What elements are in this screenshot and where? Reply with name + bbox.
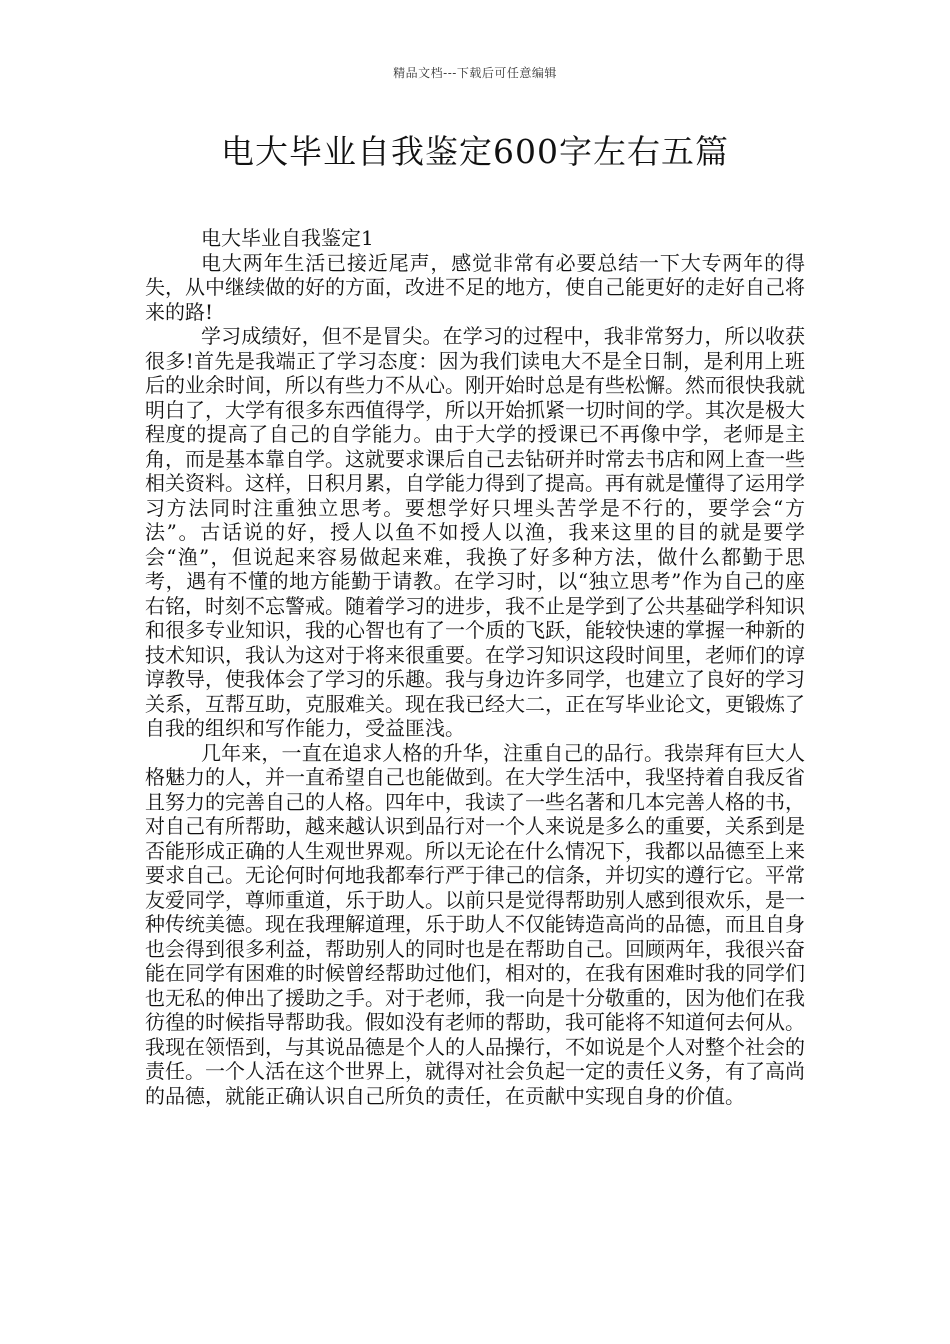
paragraph-study: 学习成绩好，但不是冒尖。在学习的过程中，我非常努力，所以收获很多!首先是我端正了学习态度：因为我们读电大不是全日制，是利用上班后的业余时间，所以有些力不从心。刚开始时总是有些松懈。然而很快我就明白了，大学有很多东西值得学，所以开始抓紧一切时间的学。其次是极大程度的提高了自己的自学能力。由于大学的授课已不再像中学，老师是主角，而是基本靠自学。这就要求课后自己去钻研并时常去书店和网上查一些相关资料。这样，日积月累，自学能力得到了提高。再有就是懂得了运用学习方法同时注重独立思考。要想学好只埋头苦学是不行的，要学会“方法”。古话说的好，授人以鱼不如授人以渔，我来这里的目的就是要学会“渔”，但说起来容易做起来难，我换了好多种方法，做什么都勤于思考，遇有不懂的地方能勤于请教。在学习时，以“独立思考”作为自己的座右铭，时刻不忘警戒。随着学习的进步，我不止是学到了公共基础学科知识和很多专业知识，我的心智也有了一个质的飞跃，能较快速的掌握一种新的技术知识，我认为这对于将来很重要。在学习知识这段时间里，老师们的谆谆教导，使我体会了学习的乐趣。我与身边许多同学，也建立了良好的学习关系，互帮互助，克服难关。现在我已经大二，正在写毕业论文，更锻炼了自我的组织和写作能力，受益匪浅。 [145,324,805,740]
header-note: 精品文档---下载后可任意编辑 [393,66,557,80]
paragraph-intro: 电大两年生活已接近尾声，感觉非常有必要总结一下大专两年的得失，从中继续做的好的方面，改进不足的地方，使自己能更好的走好自己将来的路! [145,250,805,324]
document-title: 电大毕业自我鉴定600字左右五篇 [221,132,729,171]
paragraph-character: 几年来，一直在追求人格的升华，注重自己的品行。我崇拜有巨大人格魅力的人，并一直希望自己也能做到。在大学生活中，我坚持着自我反省且努力的完善自己的人格。四年中，我读了一些名著和几本完善人格的书，对自己有所帮助，越来越认识到品行对一个人来说是多么的重要，关系到是否能形成正确的人生观世界观。所以无论在什么情况下，我都以品德至上来要求自己。无论何时何地我都奉行严于律己的信条，并切实的遵行它。平常友爱同学，尊师重道，乐于助人。以前只是觉得帮助别人感到很欢乐，是一种传统美德。现在我理解道理，乐于助人不仅能铸造高尚的品德，而且自身也会得到很多利益，帮助别人的同时也是在帮助自己。回顾两年，我很兴奋能在同学有困难的时候曾经帮助过他们，相对的，在我有困难时我的同学们也无私的伸出了援助之手。对于老师，我一向是十分敬重的，因为他们在我彷徨的时候指导帮助我。假如没有老师的帮助，我可能将不知道何去何从。我现在领悟到，与其说品德是个人的人品操行，不如说是个人对整个社会的责任。一个人活在这个世界上，就得对社会负起一定的责任义务，有了高尚的品德，就能正确认识自己所负的责任，在贡献中实现自身的价值。 [145,740,805,1108]
document-body [145,226,805,1108]
section-heading: 电大毕业自我鉴定1 [201,226,374,250]
